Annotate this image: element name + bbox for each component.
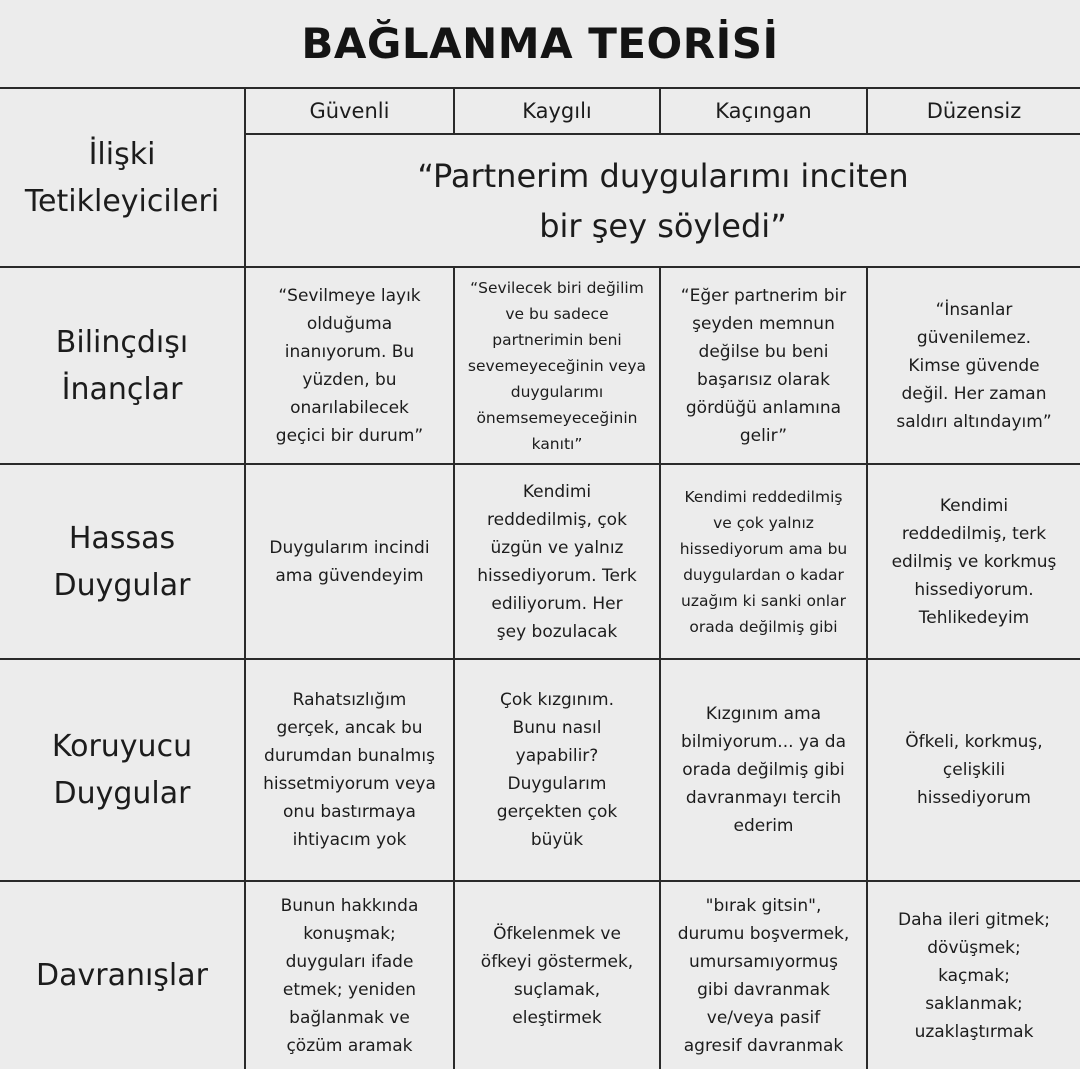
table-cell: “Sevilecek biri değilim ve bu sadece partnerimin beni sevemeyeceğinin veya duygularımı önemsemeyeceğinin kanıtı” bbox=[455, 268, 661, 465]
trigger-quote: “Partnerim duygularımı inciten bir şey söyledi” bbox=[246, 135, 1080, 268]
row-label-vulnerable-feelings: Hassas Duygular bbox=[0, 465, 246, 660]
table-cell: Duygularım incindi ama güvendeyim bbox=[246, 465, 455, 660]
table-cell: Kendimi reddedilmiş, terk edilmiş ve korkmuş hissediyorum. Tehlikedeyim bbox=[868, 465, 1080, 660]
table-cell: Daha ileri gitmek; dövüşmek; kaçmak; saklanmak; uzaklaştırmak bbox=[898, 909, 1050, 1042]
column-header-avoidant: Kaçıngan bbox=[661, 89, 868, 135]
table-cell: Öfkelenmek ve öfkeyi göstermek, suçlamak, eleştirmek bbox=[455, 882, 661, 1069]
column-header-anxious: Kaygılı bbox=[455, 89, 661, 135]
row-label-behaviours: Davranışlar bbox=[0, 882, 246, 1069]
row-label-beliefs: Bilinçdışı İnançlar bbox=[0, 268, 246, 465]
column-header-secure: Güvenli bbox=[246, 89, 455, 135]
table-cell: “Eğer partnerim bir şeyden memnun değilse bu beni başarısız olarak gördüğü anlamına gelir” bbox=[661, 268, 868, 465]
table-cell: Bunun hakkında konuşmak; duyguları ifade etmek; yeniden bağlanmak ve çözüm aramak bbox=[246, 882, 455, 1069]
table-cell: "bırak gitsin", durumu boşvermek, umursamıyormuş gibi davranmak ve/veya pasif agresif davranmak bbox=[661, 882, 868, 1069]
table-cell: Kendimi reddedilmiş, çok üzgün ve yalnız hissediyorum. Terk ediliyorum. Her şey bozulacak bbox=[455, 465, 661, 660]
attachment-table bbox=[0, 87, 1080, 1067]
table-cell: “Sevilmeye layık olduğuma inanıyorum. Bu yüzden, bu onarılabilecek geçici bir durum” bbox=[246, 268, 455, 465]
row-label-protective-feelings: Koruyucu Duygular bbox=[0, 660, 246, 882]
table-cell: Kızgınım ama bilmiyorum... ya da orada değilmiş gibi davranmayı tercih ederim bbox=[661, 660, 868, 882]
table-cell: Rahatsızlığım gerçek, ancak bu durumdan bunalmış hissetmiyorum veya onu bastırmaya ihtiyacım yok bbox=[246, 660, 455, 882]
column-header-disorganized: Düzensiz bbox=[868, 89, 1080, 135]
table-cell: Çok kızgınım. Bunu nasıl yapabilir? Duygularım gerçekten çok büyük bbox=[455, 660, 661, 882]
table-cell: Öfkeli, korkmuş, çelişkili hissediyorum bbox=[868, 660, 1080, 882]
table-cell: Kendimi reddedilmiş ve çok yalnız hissediyorum ama bu duygulardan o kadar uzağım ki sanki onlar orada değilmiş gibi bbox=[661, 465, 868, 660]
page-title: BAĞLANMA TEORİSİ bbox=[301, 18, 779, 68]
table-cell: “İnsanlar güvenilemez. Kimse güvende değil. Her zaman saldırı altındayım” bbox=[868, 268, 1080, 465]
row-label-triggers: İlişki Tetikleyicileri bbox=[0, 89, 246, 268]
